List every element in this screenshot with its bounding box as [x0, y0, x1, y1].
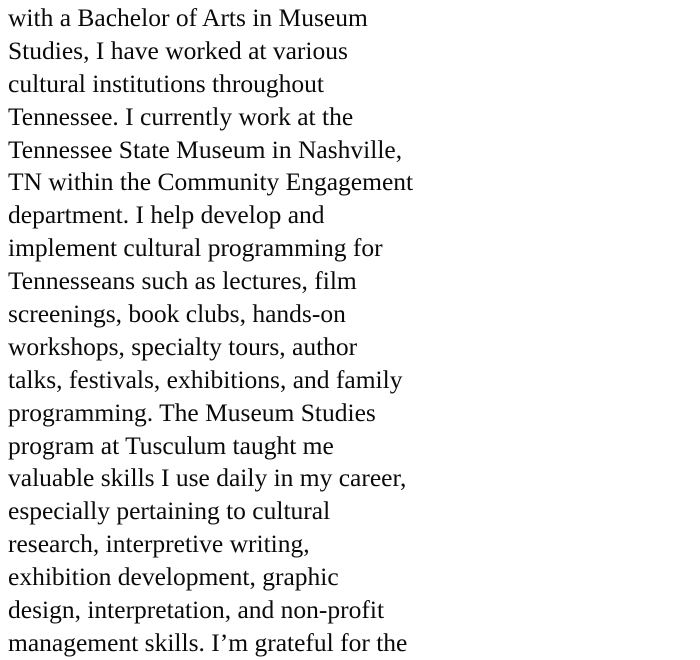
- text-line: Tennessee. I currently work at the: [8, 101, 354, 131]
- text-line: TN within the Community Engagement: [8, 167, 414, 197]
- body-paragraph: [8, 2, 698, 660]
- text-line: research, interpretive writing,: [8, 529, 310, 559]
- text-line: department. I help develop and: [8, 200, 325, 230]
- text-line: design, interpretation, and non-profit: [8, 595, 385, 625]
- text-line: management skills. I’m grateful for the: [8, 627, 408, 657]
- text-line: Tennesseans such as lectures, film: [8, 266, 357, 296]
- text-line: Studies, I have worked at various: [8, 35, 348, 65]
- text-line: exhibition development, graphic: [8, 562, 339, 592]
- text-line: screenings, book clubs, hands-on: [8, 299, 346, 329]
- text-line: Tennessee State Museum in Nashville,: [8, 134, 403, 164]
- text-line: program at Tusculum taught me: [8, 430, 334, 460]
- text-line: programming. The Museum Studies: [8, 397, 376, 427]
- text-line: especially pertaining to cultural: [8, 496, 331, 526]
- text-line: cultural institutions throughout: [8, 68, 324, 98]
- text-line: valuable skills I use daily in my career,: [8, 463, 407, 493]
- text-line: with a Bachelor of Arts in Museum: [8, 3, 368, 32]
- text-line: workshops, specialty tours, author: [8, 331, 358, 361]
- text-line: talks, festivals, exhibitions, and family: [8, 364, 403, 394]
- text-line: implement cultural programming for: [8, 233, 383, 263]
